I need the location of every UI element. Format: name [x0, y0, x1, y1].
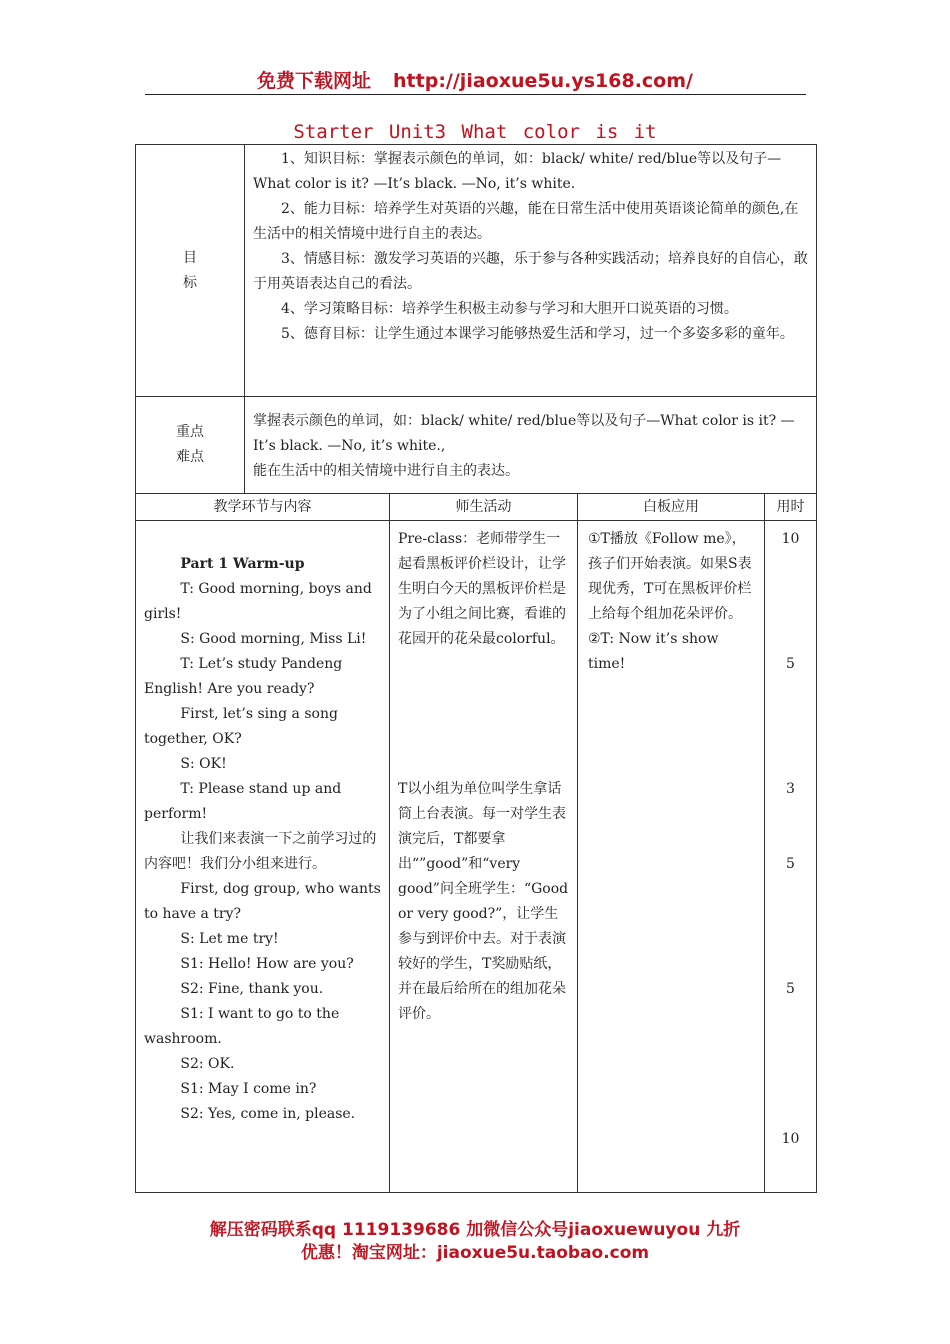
objectives-row — [136, 145, 817, 397]
objectives-label: 目 标 — [136, 145, 245, 397]
activities-content — [390, 521, 578, 1193]
dialogue-line: S: OK! — [180, 756, 227, 772]
dialogue-line: S1: Hello! How are you? — [180, 956, 354, 972]
dialogue-line: 让我们来表演一下之前学习过的内容吧！我们分小组来进行。 — [144, 831, 377, 872]
key-points-label: 重点 难点 — [136, 397, 245, 494]
pre-class-activity: Pre-class：老师带学生一起看黑板评价栏设计，让学生明白今天的黑板评价栏是为了小组之间比赛，看谁的花园开的花朵最colorful。 — [398, 531, 566, 647]
dialogue-line: S1: May I come in? — [180, 1081, 317, 1097]
time-value: 5 — [786, 656, 795, 672]
dialogue-line: T: Let’s study Pandeng English! Are you ready? — [144, 656, 343, 697]
column-header: 白板应用 — [578, 494, 765, 521]
dialogue-line: S2: OK. — [180, 1056, 235, 1072]
objective-item: 2、能力目标：培养学生对英语的兴趣，能在日常生活中使用英语谈论简单的颜色,在生活中的相关情境中进行自主的表达。 — [253, 201, 799, 242]
header-url-link[interactable]: http://jiaoxue5u.ys168.com/ — [393, 70, 693, 92]
part-title: Part 1 Warm-up — [180, 556, 305, 572]
dialogue-line: First, let’s sing a song together, OK? — [144, 706, 338, 747]
dialogue-line: T: Good morning, boys and girls! — [144, 581, 372, 622]
header-label: 免费下载网址 — [257, 70, 372, 92]
group-performance-activity: T以小组为单位叫学生拿话筒上台表演。每一对学生表演完后，T都要拿出“”good”和“very good”问全班学生：“Good or very good?”，让学生参与到评价中去。对于表演较好的学生，T奖励贴纸，并在最后给所在的组加花朵评价。 — [398, 781, 569, 1022]
column-header: 用时 — [765, 494, 817, 521]
time-column — [765, 521, 817, 1193]
download-header — [0, 66, 950, 93]
dialogue-line: First, dog group, who wants to have a try? — [144, 881, 381, 922]
column-header: 教学环节与内容 — [136, 494, 390, 521]
procedure-content — [136, 521, 390, 1193]
footer-line: 优惠！淘宝网址：jiaoxue5u.taobao.com — [300, 1243, 650, 1263]
whiteboard-item: ②T: Now it’s show time! — [588, 631, 719, 672]
dialogue-line: S1: I want to go to the washroom. — [144, 1006, 340, 1047]
objective-item: 1、知识目标：掌握表示颜色的单词，如：black/ white/ red/blue等以及句子—What color is it? —It’s black. —No, it’s white. — [253, 151, 782, 192]
procedure-row — [136, 521, 817, 1193]
time-value: 5 — [786, 856, 795, 872]
lesson-title: Starter Unit3 What color is it — [293, 121, 657, 143]
header-divider — [145, 94, 806, 95]
time-value: 5 — [786, 981, 795, 997]
whiteboard-item: ①T播放《Follow me》，孩子们开始表演。如果S表现优秀，T可在黑板评价栏上给每个组加花朵评价。 — [588, 531, 752, 622]
time-value: 3 — [786, 781, 795, 797]
dialogue-line: S2: Yes, come in, please. — [180, 1106, 356, 1122]
contact-footer — [0, 1219, 950, 1265]
column-header: 师生活动 — [390, 494, 578, 521]
column-header-row — [136, 494, 817, 521]
objectives-content — [245, 145, 817, 397]
dialogue-line: T: Please stand up and perform! — [144, 781, 342, 822]
objective-item: 5、德育目标：让学生通过本课学习能够热爱生活和学习，过一个多姿多彩的童年。 — [281, 326, 794, 342]
objective-item: 4、学习策略目标：培养学生积极主动参与学习和大胆开口说英语的习惯。 — [281, 301, 738, 317]
footer-line: 解压密码联系qq 1119139686 加微信公众号jiaoxuewuyou 九折 — [209, 1220, 741, 1240]
dialogue-line: S: Let me try! — [180, 931, 279, 947]
dialogue-line: S: Good morning, Miss Li! — [180, 631, 367, 647]
key-points-content: 掌握表示颜色的单词，如：black/ white/ red/blue等以及句子—What color is it? —It’s black. —No, it’s white., 能在生活中的相关情境中进行自主的表达。 — [245, 397, 817, 494]
objective-item: 3、情感目标：激发学习英语的兴趣，乐于参与各种实践活动；培养良好的自信心，敢于用英语表达自己的看法。 — [253, 251, 808, 292]
whiteboard-content — [578, 521, 765, 1193]
dialogue-line: S2: Fine, thank you. — [180, 981, 324, 997]
key-points-row — [136, 397, 817, 494]
time-value: 10 — [781, 531, 800, 547]
time-value: 10 — [781, 1131, 800, 1147]
lesson-plan-table — [135, 144, 817, 1193]
